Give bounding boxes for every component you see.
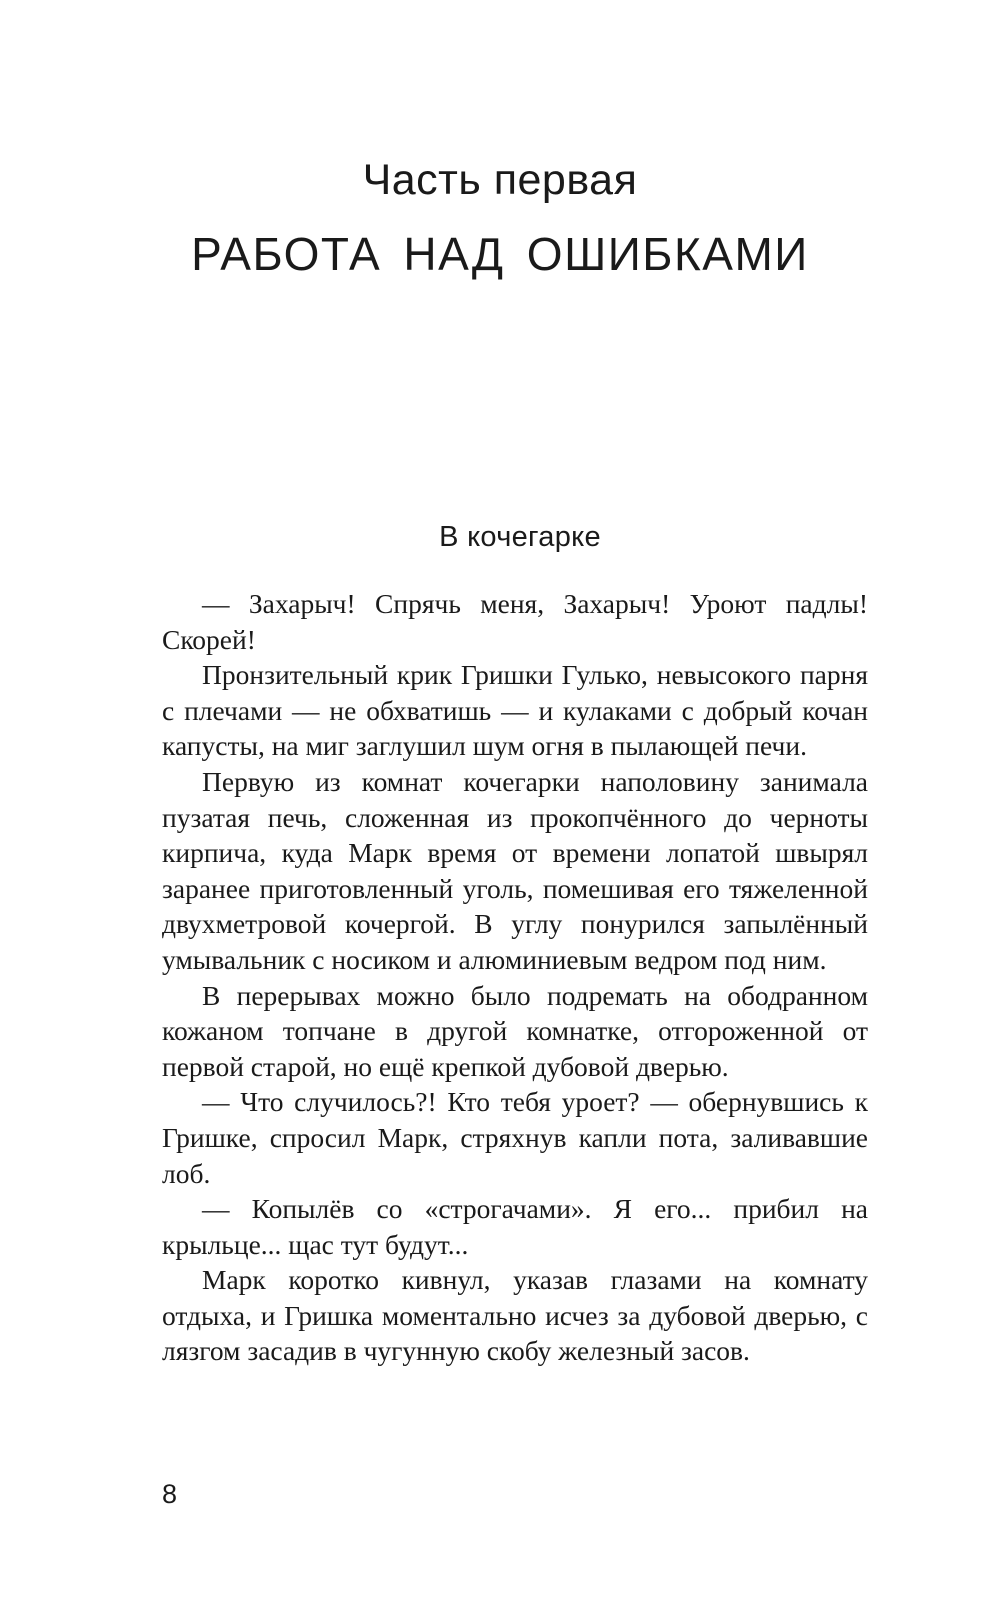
body-text bbox=[162, 586, 868, 1369]
paragraph: — Копылёв со «строгачами». Я его... прибил на крыльце... щас тут будут... bbox=[162, 1193, 868, 1260]
chapter-title: В кочегарке bbox=[439, 521, 601, 553]
part-label: Часть первая bbox=[362, 156, 638, 204]
paragraph: В перерывах можно было подремать на ободранном кожаном топчане в другой комнатке, отгороженной от первой старой, но ещё крепкой дубовой дверью. bbox=[162, 979, 868, 1082]
paragraph: Марк коротко кивнул, указав глазами на комнату отдыха, и Гришка моментально исчез за дубовой дверью, с лязгом засадив в чугунную скобу железный засов. bbox=[162, 1264, 868, 1367]
paragraph: Пронзительный крик Гришки Гулько, невысокого парня с плечами — не обхватишь — и кулаками с добрый кочан капусты, на миг заглушил шум огня в пылающей печи. bbox=[162, 659, 868, 762]
page-number: 8 bbox=[162, 1479, 178, 1509]
paragraph: — Что случилось?! Кто тебя уроет? — обернувшись к Гришке, спросил Марк, стряхнув капли пота, заливавшие лоб. bbox=[162, 1086, 868, 1189]
paragraph: — Захарыч! Спрячь меня, Захарыч! Уроют падлы! Скорей! bbox=[162, 588, 868, 655]
part-title: РАБОТА НАД ОШИБКАМИ bbox=[191, 228, 809, 280]
paragraph: Первую из комнат кочегарки наполовину занимала пузатая печь, сложенная из прокопчённого до черноты кирпича, куда Марк время от времени лопатой швырял заранее приготовленный уголь, помешивая его тяжеленной двухметровой кочергой. В углу понурился запылённый умывальник с носиком и алюминиевым ведром под ним. bbox=[162, 765, 868, 975]
